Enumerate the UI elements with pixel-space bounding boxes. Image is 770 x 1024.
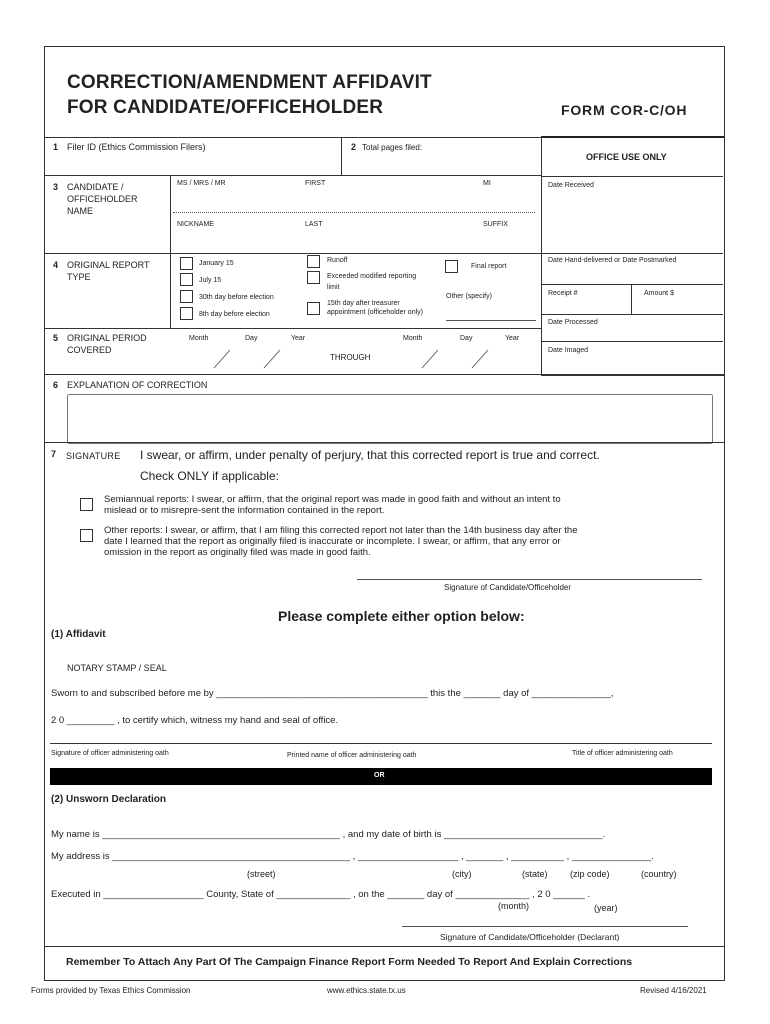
- label-street: (street): [247, 869, 276, 879]
- office-use-title: OFFICE USE ONLY: [586, 152, 667, 162]
- myname-line: My name is _____________________________________________ , and my date of birth is ______________________________.: [51, 829, 606, 840]
- section6-label: EXPLANATION OF CORRECTION: [67, 380, 208, 390]
- name-last-label: LAST: [305, 221, 323, 228]
- declarant-signature-label: Signature of Candidate/Officeholder (Declarant): [440, 932, 620, 942]
- form-title-line1: CORRECTION/AMENDMENT AFFIDAVIT: [67, 72, 432, 93]
- office-use-box: [541, 136, 725, 376]
- label-30th-day: 30th day before election: [199, 294, 274, 301]
- declarant-signature-line[interactable]: [402, 925, 688, 927]
- section5-label-l1: ORIGINAL PERIOD: [67, 333, 147, 343]
- name-nickname-label: NICKNAME: [177, 221, 214, 228]
- other-specify-line: [446, 319, 536, 321]
- period-day-2: Day: [460, 335, 473, 342]
- office-line-4: [541, 314, 723, 315]
- section2-num: 2: [351, 142, 357, 152]
- officer-title-label: Title of officer administering oath: [572, 750, 673, 757]
- other-specify-input[interactable]: [446, 305, 536, 318]
- checkbox-final[interactable]: [445, 260, 458, 273]
- form-code: FORM COR-C/OH: [561, 102, 688, 118]
- label-city: (city): [452, 869, 472, 879]
- label-15th-day-l1: 15th day after treasurer: [327, 300, 400, 307]
- signature-line[interactable]: [357, 578, 702, 580]
- officer-printed-label: Printed name of officer administering oath: [287, 752, 417, 759]
- section1-label: Filer ID (Ethics Commission Filers): [67, 142, 206, 152]
- label-exceeded-l1: Exceeded modified reporting: [327, 273, 417, 280]
- semiannual-text-l2: mislead or to misrepre-sent the information contained in the report.: [104, 505, 385, 516]
- name-mi-label: MI: [483, 180, 491, 187]
- other-reports-text-l1: Other reports: I swear, or affirm, that I am filing this corrected report not later than the 14th business day after the: [104, 525, 578, 536]
- officer-signature-label: Signature of officer administering oath: [51, 750, 169, 757]
- name-first-label: FIRST: [305, 180, 326, 187]
- label-runoff: Runoff: [327, 257, 348, 264]
- office-divider-v: [631, 284, 632, 314]
- office-line-2: [541, 253, 723, 254]
- period-slashes: [170, 328, 540, 374]
- twenty-line: 2 0 _________ , to certify which, witness my hand and seal of office.: [51, 715, 339, 726]
- office-date-processed: Date Processed: [548, 319, 598, 326]
- label-8th-day: 8th day before election: [199, 311, 270, 318]
- label-zip: (zip code): [570, 869, 610, 879]
- section7-num: 7: [51, 449, 57, 459]
- semiannual-text-l1: Semiannual reports: I swear, or affirm, that the original report was made in good faith and without an intent to: [104, 494, 561, 505]
- officer-line: [50, 743, 712, 744]
- checkbox-8th-day[interactable]: [180, 307, 193, 320]
- total-pages-input[interactable]: [440, 141, 530, 153]
- label-final: Final report: [471, 263, 507, 270]
- other-reports-text-l2: date I learned that the report as originally filed is inaccurate or incomplete. I swear, or affirm, that any error or: [104, 536, 561, 547]
- office-date-hand: Date Hand-delivered or Date Postmarked: [548, 257, 677, 264]
- unsworn-heading: (2) Unsworn Declaration: [51, 794, 167, 805]
- period-month-2: Month: [403, 335, 423, 342]
- period-year-2: Year: [505, 335, 520, 342]
- period-month-1: Month: [189, 335, 209, 342]
- office-receipt: Receipt #: [548, 290, 578, 297]
- divider-s6: [45, 442, 724, 443]
- affidavit-heading: (1) Affidavit: [51, 629, 106, 640]
- period-year-1: Year: [291, 335, 306, 342]
- label-month: (month): [498, 901, 530, 911]
- section2-label: Total pages filed:: [362, 143, 423, 152]
- section3-label-l2: OFFICEHOLDER: [67, 194, 138, 204]
- divider-s1-s2: [341, 137, 342, 175]
- section4-num: 4: [53, 260, 59, 270]
- divider-s2: [45, 175, 541, 176]
- signature-label: Signature of Candidate/Officeholder: [444, 583, 572, 592]
- sworn-line: Sworn to and subscribed before me by ________________________________________ this the _______ day of _______________,: [51, 688, 614, 699]
- other-reports-text-l3: omission in the report as originally filed was made in good faith.: [104, 547, 371, 558]
- checkbox-semiannual[interactable]: [80, 498, 93, 511]
- section3-label-l1: CANDIDATE /: [67, 182, 124, 192]
- executed-line: Executed in ___________________ County, State of ______________ , on the _______ day of ______________ , 2 0 ______ .: [51, 889, 591, 900]
- footer-right: Revised 4/16/2021: [640, 986, 707, 995]
- section5-label-l2: COVERED: [67, 345, 112, 355]
- label-15th-day-l2: appointment (officeholder only): [327, 309, 423, 316]
- checkbox-exceeded[interactable]: [307, 271, 320, 284]
- label-exceeded-l2: limit: [327, 284, 340, 291]
- checkbox-january[interactable]: [180, 257, 193, 270]
- options-heading: Please complete either option below:: [278, 608, 525, 624]
- filer-id-input[interactable]: [67, 155, 337, 169]
- divider-reminder: [45, 946, 724, 947]
- explanation-textarea[interactable]: [67, 394, 713, 444]
- check-only-label: Check ONLY if applicable:: [140, 469, 279, 483]
- divider-s5: [45, 374, 724, 375]
- section3-num: 3: [53, 182, 59, 192]
- reminder-text: Remember To Attach Any Part Of The Campaign Finance Report Form Needed To Report And Explain Corrections: [66, 956, 633, 968]
- name-first-input[interactable]: [177, 193, 532, 207]
- label-year: (year): [594, 903, 618, 913]
- label-other: Other (specify): [446, 293, 492, 300]
- section1-num: 1: [53, 142, 59, 152]
- name-dotted-line: [173, 212, 535, 213]
- checkbox-30th-day[interactable]: [180, 290, 193, 303]
- footer-center[interactable]: www.ethics.state.tx.us: [327, 986, 406, 995]
- checkbox-15th-day[interactable]: [307, 302, 320, 315]
- label-january: January 15: [199, 260, 234, 267]
- office-amount: Amount $: [644, 290, 674, 297]
- office-line-5: [541, 341, 723, 342]
- period-through: THROUGH: [330, 353, 371, 362]
- label-july: July 15: [199, 277, 222, 284]
- office-line-1: [541, 176, 723, 177]
- section6-num: 6: [53, 380, 59, 390]
- footer-left: Forms provided by Texas Ethics Commission: [31, 986, 191, 995]
- checkbox-runoff[interactable]: [307, 255, 320, 268]
- office-top-line: [541, 136, 724, 138]
- name-suffix-label: SUFFIX: [483, 221, 508, 228]
- section3-label-l3: NAME: [67, 206, 94, 216]
- swear-statement: I swear, or affirm, under penalty of perjury, that this corrected report is true and correct.: [140, 448, 600, 462]
- form-title-line2: FOR CANDIDATE/OFFICEHOLDER: [67, 97, 384, 118]
- or-label: OR: [374, 772, 385, 779]
- label-country: (country): [641, 869, 677, 879]
- office-date-imaged: Date Imaged: [548, 347, 589, 354]
- name-ms-label: MS / MRS / MR: [177, 180, 226, 187]
- checkbox-july[interactable]: [180, 273, 193, 286]
- checkbox-other-reports[interactable]: [80, 529, 93, 542]
- office-date-received: Date Received: [548, 182, 594, 189]
- section4-label-l2: TYPE: [67, 272, 91, 282]
- divider-s3: [45, 253, 541, 254]
- office-line-3: [541, 284, 723, 285]
- section7-label: SIGNATURE: [66, 451, 121, 461]
- label-state: (state): [522, 869, 548, 879]
- notary-stamp-label: NOTARY STAMP / SEAL: [67, 663, 167, 673]
- section5-num: 5: [53, 333, 59, 343]
- myaddress-line: My address is _____________________________________________ , ___________________ , _______ , __________ , _______________.: [51, 851, 654, 862]
- section4-label-l1: ORIGINAL REPORT: [67, 260, 150, 270]
- period-day-1: Day: [245, 335, 258, 342]
- s3-vline: [170, 175, 171, 328]
